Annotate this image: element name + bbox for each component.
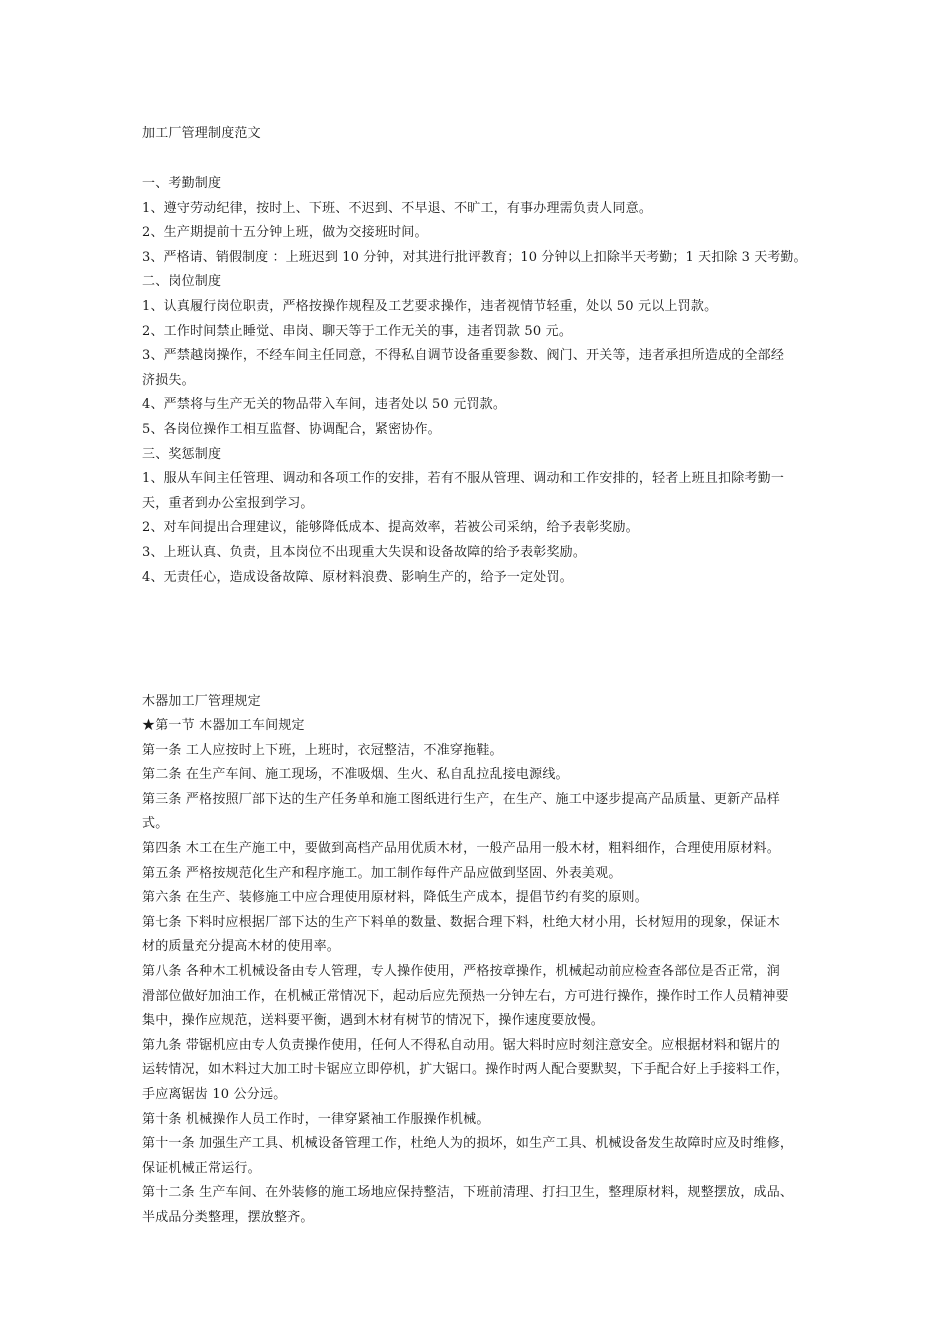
text-line: 集中，操作应规范，送料要平衡，遇到木材有树节的情况下，操作速度要放慢。 bbox=[142, 1013, 605, 1029]
text-line: 1、认真履行岗位职责，严格按操作规程及工艺要求操作，违者视情节轻重，处以 50 元以上罚款。 bbox=[142, 298, 718, 314]
text-line: 第九条 带锯机应由专人负责操作使用，任何人不得私自动用。锯大料时应时刻注意安全。应根据材料和锯片的 bbox=[142, 1037, 780, 1053]
text-line: 第七条 下料时应根据厂部下达的生产下料单的数量、数据合理下料，杜绝大材小用，长材短用的现象，保证木 bbox=[142, 914, 780, 930]
text-line: 第十一条 加强生产工具、机械设备管理工作，杜绝人为的损坏，如生产工具、机械设备发生故障时应及时维修， bbox=[142, 1136, 794, 1152]
doc1-body bbox=[142, 172, 810, 590]
text-line: 1、遵守劳动纪律，按时上、下班、不迟到、不早退、不旷工，有事办理需负责人同意。 bbox=[142, 200, 653, 216]
section-heading: ★第一节 木器加工车间规定 bbox=[142, 718, 305, 733]
text-line: 天，重者到办公室报到学习。 bbox=[142, 495, 314, 511]
text-line: 式。 bbox=[142, 816, 169, 832]
text-line: 4、无责任心，造成设备故障、原材料浪费、影响生产的，给予一定处罚。 bbox=[142, 569, 573, 585]
document-title: 加工厂管理制度范文 bbox=[142, 126, 261, 141]
text-line: 3、上班认真、负责，且本岗位不出现重大失误和设备故障的给予表彰奖励。 bbox=[142, 544, 587, 560]
document-title: 木器加工厂管理规定 bbox=[142, 694, 261, 709]
text-line: 2、对车间提出合理建议，能够降低成本、提高效率，若被公司采纳，给予表彰奖励。 bbox=[142, 520, 639, 536]
text-line: 第六条 在生产、装修施工中应合理使用原材料，降低生产成本，提倡节约有奖的原则。 bbox=[142, 890, 648, 906]
text-line: 2、生产期提前十五分钟上班，做为交接班时间。 bbox=[142, 225, 428, 241]
text-line: 材的质量充分提高木材的使用率。 bbox=[142, 939, 341, 955]
text-line: 2、工作时间禁止睡觉、串岗、聊天等于工作无关的事，违者罚款 50 元。 bbox=[142, 323, 573, 339]
text-line: 第二条 在生产车间、施工现场，不准吸烟、生火、私自乱拉乱接电源线。 bbox=[142, 767, 569, 783]
text-line: 滑部位做好加油工作，在机械正常情况下，起动后应先预热一分钟左右，方可进行操作，操作时工作人员精神要 bbox=[142, 988, 789, 1004]
doc2-body bbox=[142, 714, 810, 1230]
text-line: 第十二条 生产车间、在外装修的施工场地应保持整洁，下班前清理、打扫卫生，整理原材料，规整摆放，成品、 bbox=[142, 1185, 794, 1201]
text-line: 保证机械正常运行。 bbox=[142, 1160, 261, 1176]
text-line: 第一条 工人应按时上下班，上班时，衣冠整洁，不准穿拖鞋。 bbox=[142, 742, 503, 758]
text-line: 3、严格请、销假制度 ：上班迟到 10 分钟，对其进行批评教育；10 分钟以上扣除半天考勤；1 天扣除 3 天考勤。 bbox=[142, 249, 807, 265]
text-line: 运转情况，如木料过大加工时卡锯应立即停机，扩大锯口。操作时两人配合要默契，下手配合好上手接料工作， bbox=[142, 1062, 789, 1078]
text-line: 第十条 机械操作人员工作时，一律穿紧袖工作服操作机械。 bbox=[142, 1111, 490, 1127]
text-line: 济损失。 bbox=[142, 372, 195, 388]
text-line: 5、各岗位操作工相互监督、协调配合，紧密协作。 bbox=[142, 421, 441, 437]
text-line: 3、严禁越岗操作，不经车间主任同意，不得私自调节设备重要参数、阀门、开关等，违者承担所造成的全部经 bbox=[142, 348, 785, 364]
section-heading: 二、岗位制度 bbox=[142, 274, 222, 290]
section-heading: 一、考勤制度 bbox=[142, 176, 222, 191]
text-line: 1、服从车间主任管理、调动和各项工作的安排，若有不服从管理、调动和工作安排的，轻者上班且扣除考勤一 bbox=[142, 471, 785, 487]
text-line: 手应离锯齿 10 公分远。 bbox=[142, 1086, 287, 1102]
section-heading: 三、奖惩制度 bbox=[142, 446, 222, 462]
text-line: 第三条 严格按照厂部下达的生产任务单和施工图纸进行生产，在生产、施工中逐步提高产品质量、更新产品样 bbox=[142, 791, 780, 807]
text-line: 4、严禁将与生产无关的物品带入车间，违者处以 50 元罚款。 bbox=[142, 397, 507, 413]
text-line: 第四条 木工在生产施工中，要做到高档产品用优质木材，一般产品用一般木材，粗料细作，合理使用原材料。 bbox=[142, 840, 780, 856]
text-line: 第五条 严格按规范化生产和程序施工。加工制作每件产品应做到坚固、外表美观。 bbox=[142, 865, 622, 881]
text-line: 第八条 各种木工机械设备由专人管理，专人操作使用，严格按章操作，机械起动前应检查各部位是否正常，润 bbox=[142, 963, 780, 979]
text-line: 半成品分类整理，摆放整齐。 bbox=[142, 1209, 314, 1225]
